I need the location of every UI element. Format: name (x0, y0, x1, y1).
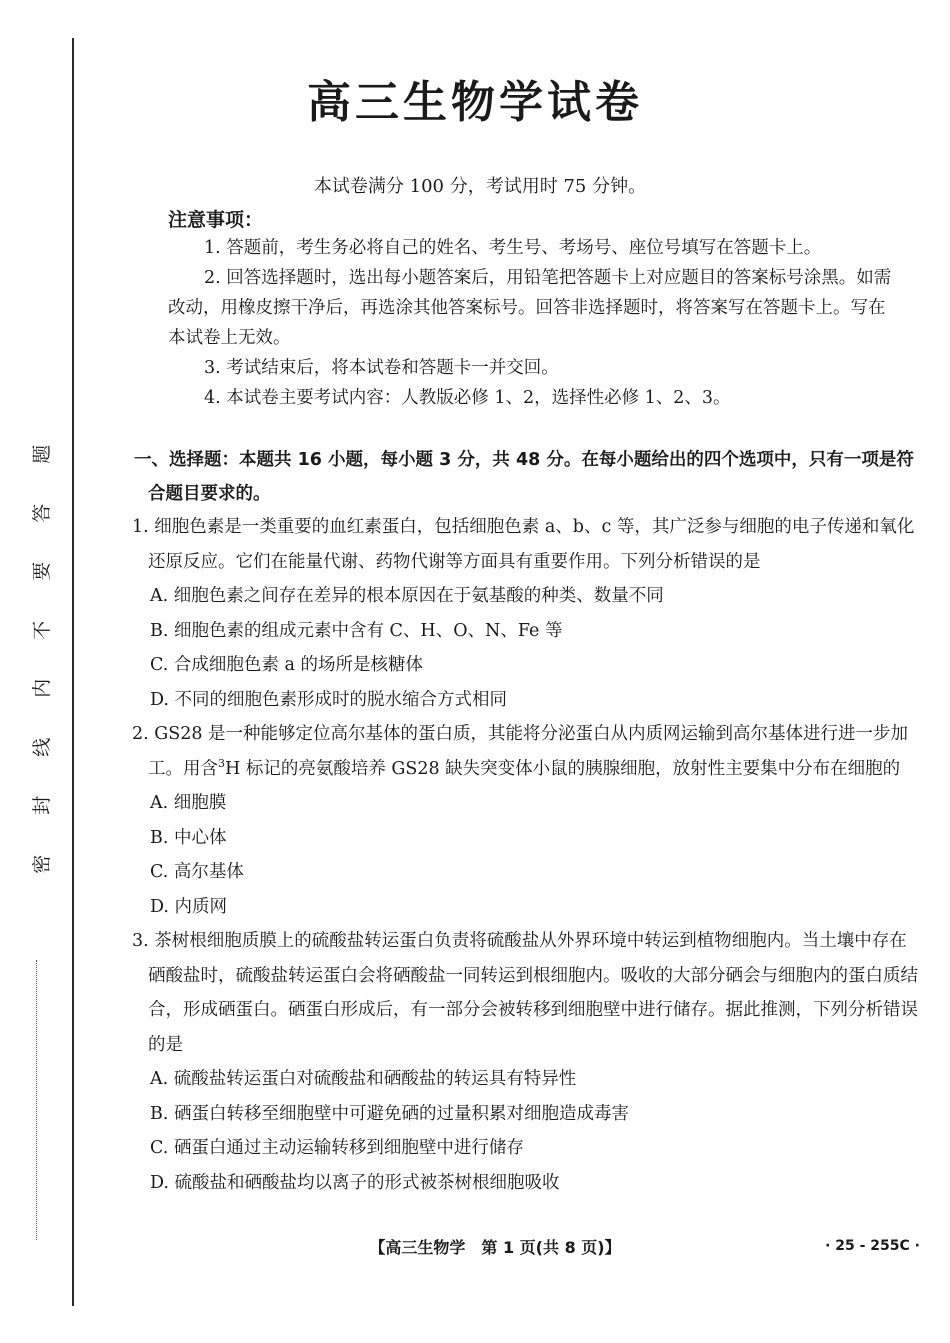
question-stem-part: H 标记的亮氨酸培养 GS28 缺失突变体小鼠的胰腺细胞，放射性主要集中分布在细胞的 (225, 758, 901, 779)
notice-item: 1. 答题前，考生务必将自己的姓名、考生号、考场号、座位号填写在答题卡上。 (204, 238, 822, 258)
notice-item: 3. 考试结束后，将本试卷和答题卡一并交回。 (204, 358, 559, 378)
question-2 (132, 717, 922, 924)
option-b: B. 硒蛋白转移至细胞壁中可避免硒的过量积累对细胞造成毒害 (150, 1103, 629, 1124)
question-1 (132, 510, 922, 717)
option-c: C. 硒蛋白通过主动运输转移到细胞壁中进行储存 (150, 1138, 524, 1158)
page-footer: 【高三生物学 第 1 页(共 8 页)】 (369, 1238, 621, 1257)
binding-char: 线 (30, 737, 53, 757)
binding-char: 题 (30, 444, 53, 464)
isotope-superscript: 3 (218, 756, 225, 770)
exam-subtitle: 本试卷满分 100 分，考试用时 75 分钟。 (313, 176, 647, 197)
question-3 (132, 924, 922, 1200)
binding-char: 不 (30, 620, 53, 640)
binding-warning (30, 425, 76, 893)
option-c: C. 高尔基体 (150, 862, 244, 882)
binding-char: 封 (30, 795, 53, 815)
binding-char: 密 (30, 854, 53, 874)
option-a: A. 细胞膜 (150, 793, 227, 813)
option-c: C. 合成细胞色素 a 的场所是核糖体 (150, 655, 423, 675)
section-heading (134, 443, 920, 511)
option-d: D. 硫酸盐和硒酸盐均以离子的形式被茶树根细胞吸收 (150, 1172, 560, 1193)
binding-char: 要 (30, 561, 53, 581)
question-list (132, 510, 922, 1200)
binding-dotted-line (36, 960, 37, 1240)
option-b: B. 中心体 (150, 827, 227, 848)
question-stem-part: 2. GS28 是一种能够定位高尔基体的蛋白质，其能将分泌蛋白从内质网运输到高尔基体进行进一步加工。用含 (132, 724, 909, 779)
section-heading-line: 合题目要求的。 (148, 484, 271, 504)
exam-title: 高三生物学试卷 (307, 77, 643, 128)
notice-heading: 注意事项： (168, 209, 264, 231)
option-d: D. 不同的细胞色素形成时的脱水缩合方式相同 (150, 689, 508, 710)
binding-char: 答 (30, 503, 53, 523)
question-stem (132, 717, 922, 786)
notice-item: 4. 本试卷主要考试内容：人教版必修 1、2，选择性必修 1、2、3。 (204, 388, 731, 408)
notice-item: 2. 回答选择题时，选出每小题答案后，用铅笔把答题卡上对应题目的答案标号涂黑。如需改动，用橡皮擦干净后，再选涂其他答案标号。回答非选择题时，将答案写在答题卡上。写在本试卷上无效。 (168, 268, 892, 348)
option-a: A. 硫酸盐转运蛋白对硫酸盐和硒酸盐的转运具有特异性 (150, 1069, 577, 1089)
page-code: · 25 - 255C · (825, 1238, 920, 1254)
question-stem: 3. 茶树根细胞质膜上的硫酸盐转运蛋白负责将硫酸盐从外界环境中转运到植物细胞内。当土壤中存在硒酸盐时，硫酸盐转运蛋白会将硒酸盐一同转运到根细胞内。吸收的大部分硒会与细胞内的蛋白质结合，形成硒蛋白。硒蛋白形成后，有一部分会被转移到细胞壁中进行储存。据此推测，下列分析错误的是 (132, 931, 918, 1055)
notice-list (168, 233, 894, 413)
option-d: D. 内质网 (150, 896, 228, 917)
section-heading-line: 一、选择题：本题共 16 小题，每小题 3 分，共 48 分。在每小题给出的四个选项中，只有一项是符 (134, 450, 914, 470)
question-stem: 1. 细胞色素是一类重要的血红素蛋白，包括细胞色素 a、b、c 等，其广泛参与细胞的电子传递和氧化还原反应。它们在能量代谢、药物代谢等方面具有重要作用。下列分析错误的是 (132, 517, 915, 572)
binding-char: 内 (30, 678, 53, 698)
option-a: A. 细胞色素之间存在差异的根本原因在于氨基酸的种类、数量不同 (150, 586, 664, 606)
option-b: B. 细胞色素的组成元素中含有 C、H、O、N、Fe 等 (150, 620, 563, 641)
